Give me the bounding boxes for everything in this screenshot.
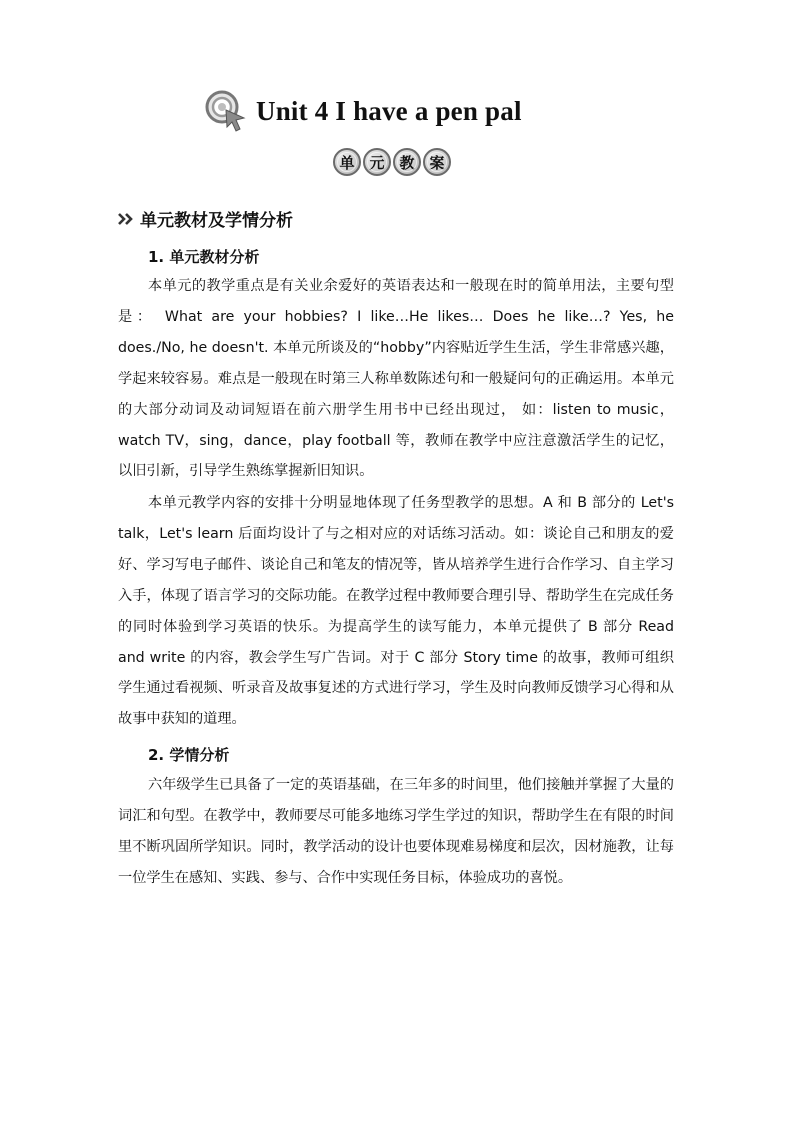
title-block bbox=[0, 88, 794, 138]
paragraph-2: 本单元教学内容的安排十分明显地体现了任务型教学的思想。A 和 B 部分的 Let's talk，Let's learn 后面均设计了与之相对应的对话练习活动。如：谈论自己和朋友的爱好、学习写电子邮件、谈论自己和笔友的情况等，皆从培养学生进行合作学习、自主学习入手，体现了语言学习的交际功能。在教学过程中教师要合理引导、帮助学生在完成任务的同时体验到学习英语的快乐。为提高学生的读写能力，本单元提供了 B 部分 Read and write 的内容，教会学生写广告词。对于 C 部分 Story time 的故事，教师可组织学生通过看视频、听录音及故事复述的方式进行学习，学生及时向教师反馈学习心得和从故事中获知的道理。 bbox=[118, 495, 674, 728]
section-heading bbox=[118, 206, 293, 231]
badge-1: 单 bbox=[333, 148, 361, 176]
paragraph-3: 六年级学生已具备了一定的英语基础，在三年多的时间里，他们接触并掌握了大量的词汇和句型。在教学中，教师要尽可能多地练习学生学过的知识，帮助学生在有限的时间里不断巩固所学知识。同时，教学活动的设计也要体现难易梯度和层次，因材施教，让每一位学生在感知、实践、参与、合作中实现任务目标，体验成功的喜悦。 bbox=[118, 777, 674, 886]
paragraph-1: 本单元的教学重点是有关业余爱好的英语表达和一般现在时的简单用法，主要句型是： What are your hobbies? I like…He likes… Does he like…? Yes, he does./No, he doesn't. 本单元所谈及的“hobby”内容贴近学生生活，学生非常感兴趣，学起来较容易。难点是一般现在时第三人称单数陈述句和一般疑问句的正确运用。本单元的大部分动词及动词短语在前六册学生用书中已经出现过， 如：listen to music，watch TV，sing，dance，play football 等，教师在教学中应注意激活学生的记忆，以旧引新，引导学生熟练掌握新旧知识。 bbox=[118, 278, 674, 480]
double-chevron-icon bbox=[118, 212, 138, 226]
badge-2: 元 bbox=[363, 148, 391, 176]
badge-4: 案 bbox=[423, 148, 451, 176]
badge-3: 教 bbox=[393, 148, 421, 176]
magnifier-cursor-icon bbox=[202, 88, 250, 132]
subheading-2: 2. 学情分析 bbox=[148, 746, 230, 764]
subheading-1: 1. 单元教材分析 bbox=[148, 248, 260, 266]
section-heading-text: 单元教材及学情分析 bbox=[140, 211, 293, 231]
page-title: Unit 4 I have a pen pal bbox=[256, 96, 522, 126]
badge-row bbox=[333, 148, 451, 176]
